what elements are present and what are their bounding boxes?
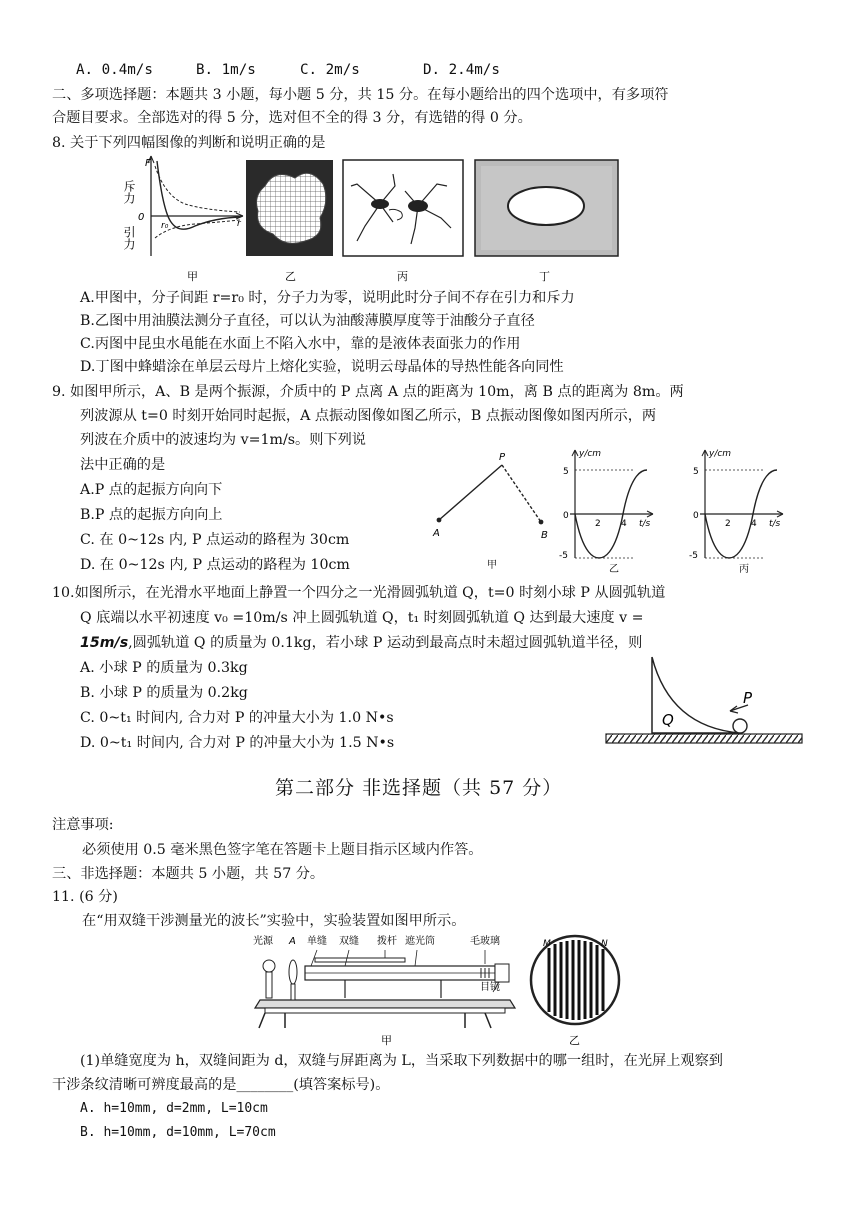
- q8-option-b: B.乙图中用油膜法测分子直径，可以认为油酸薄膜厚度等于油酸分子直径: [80, 313, 535, 329]
- q10-stem-line2: Q 底端以水平初速度 v₀ =10m/s 冲上圆弧轨道 Q，t₁ 时刻圆弧轨道 Q 达到最大速度 v =: [80, 610, 644, 626]
- q9-stem-line2: 列波源从 t=0 时刻开始同时起振，A 点振动图像如图乙所示，B 点振动图像如图丙所示，两: [80, 408, 657, 424]
- q9-caption-yi: 乙: [609, 564, 619, 575]
- double-slit-apparatus: [253, 934, 515, 1047]
- fringe-label-n: N: [601, 939, 608, 949]
- point-a: A: [433, 528, 440, 539]
- mica-wax-image: [475, 160, 618, 256]
- q8-figure: [122, 156, 625, 286]
- q11-option-b: B. h=10mm, d=10mm, L=70cm: [80, 1125, 276, 1140]
- graph-b-tick-5: 5: [693, 467, 699, 477]
- part2-title: 第二部分 非选择题（共 57 分）: [275, 777, 563, 799]
- graph-label-attraction: 引力: [122, 226, 136, 250]
- graph-b-tick-4: 4: [751, 519, 757, 529]
- ground: [606, 734, 802, 743]
- section2-heading-line1: 二、多项选择题：本题共 3 小题，每小题 5 分，共 15 分。在每小题给出的四个选项中，有多项符: [52, 87, 669, 103]
- q8-fig-label-jia: 甲: [187, 270, 198, 283]
- fringe-label-m: M: [543, 939, 551, 949]
- q9-option-b: B.P 点的起振方向向上: [80, 507, 223, 523]
- q11-intro: 在“用双缝干涉测量光的波长”实验中，实验装置如图甲所示。: [82, 913, 466, 929]
- q10-option-c: C. 0~t₁ 时间内, 合力对 P 的冲量大小为 1.0 N•s: [80, 710, 394, 726]
- graph-b-xlabel: t/s: [769, 519, 781, 529]
- graph-a-ylabel: y/cm: [579, 449, 602, 459]
- graph-label-repulsion: 斥力: [122, 180, 136, 204]
- graph-a-xlabel: t/s: [639, 519, 651, 529]
- point-p: P: [499, 452, 506, 463]
- oil-film-image: [246, 160, 333, 256]
- label-a: A: [289, 936, 296, 947]
- label-tube: 遮光筒: [405, 936, 435, 947]
- section2-heading-line2: 合题目要求。全部选对的得 5 分，选对但不全的得 3 分，有选错的得 0 分。: [52, 110, 532, 126]
- label-frosted-glass: 毛玻璃: [470, 936, 500, 947]
- q11-option-a: A. h=10mm, d=2mm, L=10cm: [80, 1101, 268, 1116]
- interference-fringes: [531, 936, 619, 1047]
- q8-fig-label-bing: 丙: [397, 270, 408, 283]
- q8-fig-label-yi: 乙: [285, 270, 296, 283]
- q11-figure: [245, 928, 625, 1048]
- graph-label-r: r: [237, 219, 241, 229]
- vibration-graph-a: [559, 449, 653, 575]
- q8-stem: 8. 关于下列四幅图像的判断和说明正确的是: [52, 135, 326, 151]
- q9-stem-line4: 法中正确的是: [80, 457, 166, 473]
- ball-label-p: P: [743, 689, 753, 707]
- q10-stem-line3: [80, 633, 642, 653]
- graph-a-tick-neg5: -5: [559, 551, 568, 561]
- q9-stem-line3: 列波在介质中的波速均为 v=1m/s。则下列说: [80, 432, 366, 448]
- graph-a-tick-2: 2: [595, 519, 601, 529]
- graph-a-tick-0: 0: [563, 511, 569, 521]
- q10-option-a: A. 小球 P 的质量为 0.3kg: [80, 660, 248, 676]
- track-label-q: Q: [662, 711, 674, 729]
- graph-b-tick-2: 2: [725, 519, 731, 529]
- label-eyepiece: 目镜: [480, 982, 500, 993]
- q8-fig-label-ding: 丁: [539, 270, 550, 283]
- q9-option-d: D. 在 0~12s 内, P 点运动的路程为 10cm: [80, 557, 350, 573]
- q10-stem-line1: 10.如图所示，在光滑水平地面上静置一个四分之一光滑圆弧轨道 Q，t=0 时刻小球 P 从圆弧轨道: [52, 585, 666, 601]
- apparatus-caption-jia: 甲: [381, 1034, 392, 1047]
- sources-geometry-diagram: [432, 452, 548, 571]
- molecular-force-graph: [122, 156, 243, 256]
- q8-option-c: C.丙图中昆虫水黾能在水面上不陷入水中，靠的是液体表面张力的作用: [80, 336, 521, 352]
- q10-option-d: D. 0~t₁ 时间内, 合力对 P 的冲量大小为 1.5 N•s: [80, 735, 395, 751]
- water-strider-image: [343, 160, 463, 256]
- q9-caption-jia: 甲: [487, 560, 497, 571]
- q10-speed-value: 15m/s: [80, 635, 129, 651]
- label-single-slit: 单缝: [307, 936, 327, 947]
- label-light-source: 光源: [253, 936, 273, 947]
- q10-figure: [600, 655, 810, 750]
- section3-heading: 三、非选择题：本题共 5 小题，共 57 分。: [52, 866, 325, 882]
- q7-option-b: B. 1m/s: [196, 62, 256, 78]
- q9-option-c: C. 在 0~12s 内, P 点运动的路程为 30cm: [80, 532, 350, 548]
- q7-option-a: A. 0.4m/s: [76, 62, 153, 78]
- q7-option-d: D. 2.4m/s: [423, 62, 500, 78]
- label-double-slit: 双缝: [339, 936, 359, 947]
- q11-label: 11. (6 分): [52, 889, 118, 905]
- graph-label-zero: 0: [138, 212, 145, 223]
- q9-figure: [425, 440, 805, 575]
- vibration-graph-b: [689, 449, 783, 575]
- q9-caption-bing: 丙: [739, 564, 749, 575]
- q11-part1-line1: (1)单缝宽度为 h，双缝间距为 d，双缝与屏距离为 L，当采取下列数据中的哪一组时，在光屏上观察到: [80, 1053, 723, 1069]
- q9-stem-line1: 9. 如图甲所示，A、B 是两个振源，介质中的 P 点离 A 点的距离为 10m，离 B 点的距离为 8m。两: [52, 384, 684, 400]
- q8-option-a: A.甲图中，分子间距 r=r₀ 时，分子力为零，说明此时分子间不存在引力和斥力: [80, 290, 575, 306]
- q7-option-c: C. 2m/s: [300, 62, 360, 78]
- graph-label-r0: r₀: [161, 221, 169, 231]
- graph-label-f: F: [145, 158, 151, 169]
- notice-text: 必须使用 0.5 毫米黑色签字笔在答题卡上题目指示区域内作答。: [82, 842, 483, 858]
- graph-b-tick-neg5: -5: [689, 551, 698, 561]
- graph-a-tick-4: 4: [621, 519, 627, 529]
- q11-part1-line2: 干涉条纹清晰可辨度最高的是________(填答案标号)。: [52, 1077, 390, 1093]
- notice-label: 注意事项:: [52, 817, 114, 833]
- q10-option-b: B. 小球 P 的质量为 0.2kg: [80, 685, 248, 701]
- fringes-caption-yi: 乙: [569, 1034, 580, 1047]
- label-lever: 拨杆: [377, 936, 397, 947]
- q10-stem-line3-rest: ,圆弧轨道 Q 的质量为 0.1kg，若小球 P 运动到最高点时未超过圆弧轨道半径，则: [128, 635, 643, 651]
- graph-b-tick-0: 0: [693, 511, 699, 521]
- point-b: B: [541, 530, 548, 541]
- graph-a-tick-5: 5: [563, 467, 569, 477]
- q9-option-a: A.P 点的起振方向向下: [80, 482, 223, 498]
- ball: [733, 719, 747, 733]
- graph-b-ylabel: y/cm: [709, 449, 732, 459]
- q8-option-d: D.丁图中蜂蜡涂在单层云母片上熔化实验，说明云母晶体的导热性能各向同性: [80, 359, 564, 375]
